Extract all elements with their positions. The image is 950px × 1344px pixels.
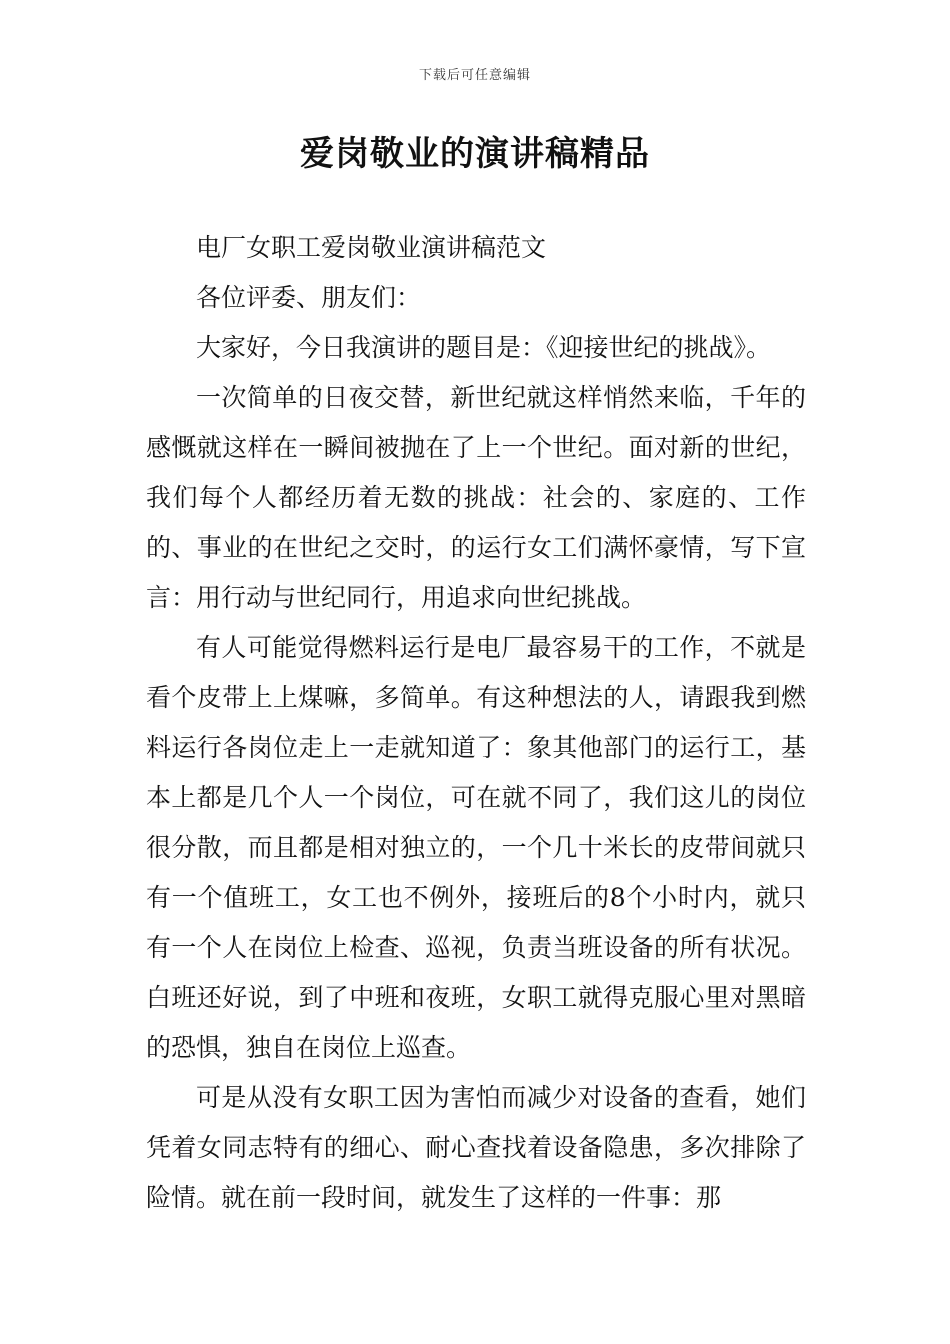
paragraph: 可是从没有女职工因为害怕而减少对设备的查看，她们凭着女同志特有的细心、耐心查找着设备隐患，多次排除了险情。就在前一段时间，就发生了这样的一件事：那 [146,1083,806,1212]
document-title: 爱岗敬业的演讲稿精品 [300,134,650,174]
document-body [146,223,806,1223]
page-header-note: 下载后可任意编辑 [418,68,531,83]
paragraph: 有人可能觉得燃料运行是电厂最容易干的工作，不就是看个皮带上上煤嘛，多简单。有这种想法的人，请跟我到燃料运行各岗位走上一走就知道了：象其他部门的运行工，基本上都是几个人一个岗位，可在就不同了，我们这儿的岗位很分散，而且都是相对独立的，一个几十米长的皮带间就只有一个值班工，女工也不例外，接班后的8个小时内，就只有一个人在岗位上检查、巡视，负责当班设备的所有状况。白班还好说，到了中班和夜班，女职工就得克服心里对黑暗的恐惧，独自在岗位上巡查。 [146,633,806,1062]
paragraph: 一次简单的日夜交替，新世纪就这样悄然来临，千年的感慨就这样在一瞬间被抛在了上一个世纪。面对新的世纪， 我们每个人都经历着无数的挑战：社会的、家庭的、工作的、事业的在世纪之交时，的运行女工们满怀豪情，写下宣言：用行动与世纪同行，用追求向世纪挑战。 [146,383,806,612]
paragraph-salutation: 各位评委、朋友们： [196,283,422,312]
paragraph-opening: 大家好，今日我演讲的题目是：《迎接世纪的挑战》。 [196,333,772,362]
paragraph-subtitle: 电厂女职工爱岗敬业演讲稿范文 [196,233,547,262]
